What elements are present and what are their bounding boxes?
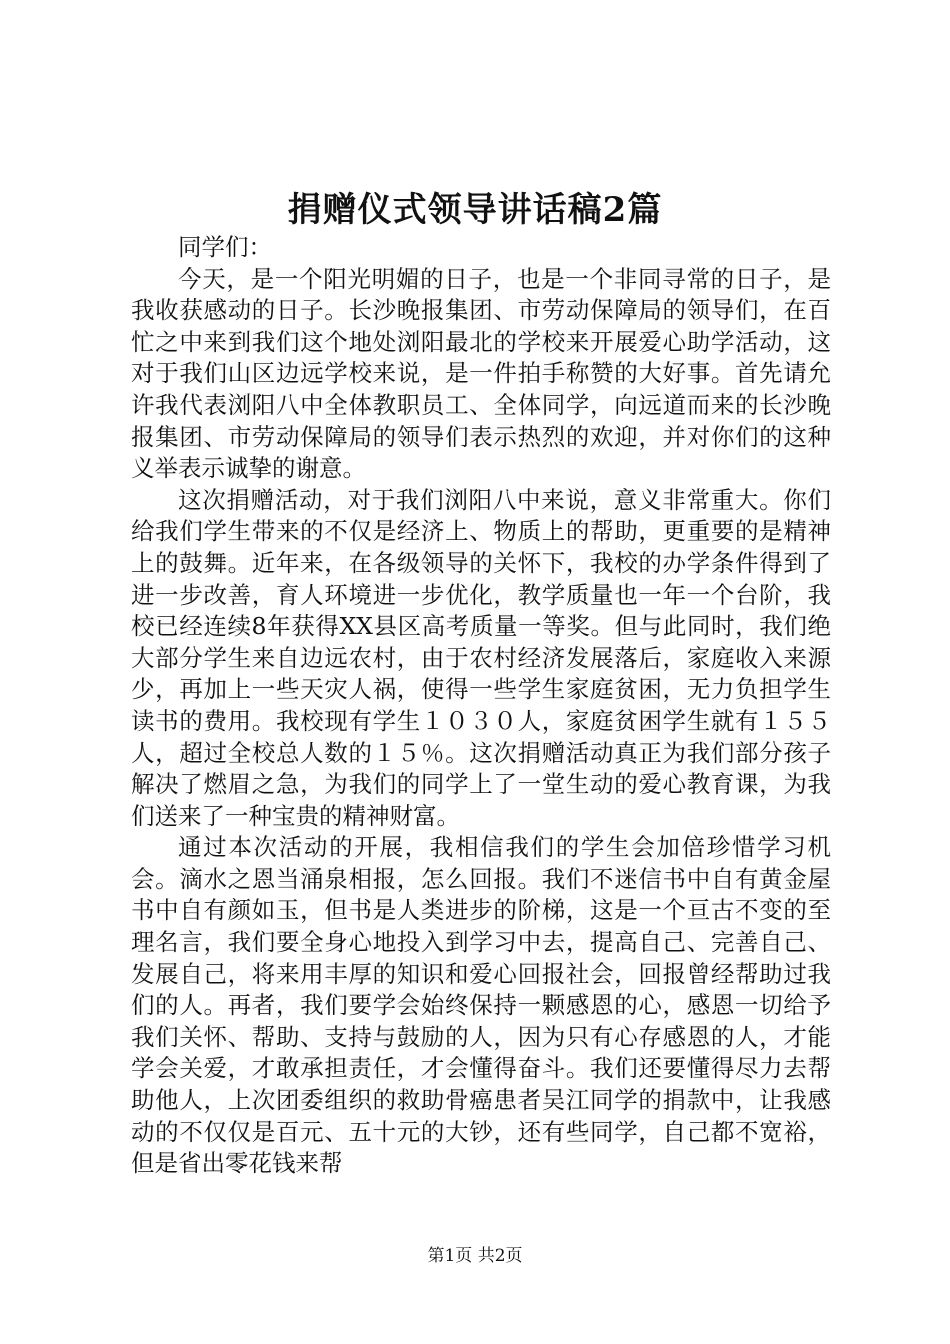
- document-title: 捐赠仪式领导讲话稿2篇: [287, 190, 663, 230]
- paragraph: 通过本次活动的开展，我相信我们的学生会加倍珍惜学习机会。滴水之恩当涌泉相报，怎么回报。我们不迷信书中自有黄金屋书中自有颜如玉，但书是人类进步的阶梯，这是一个亘古不变的至理名言，我们要全身心地投入到学习中去，提高自己、完善自己、发展自己，将来用丰厚的知识和爱心回报社会，回报曾经帮助过我们的人。再者，我们要学会始终保持一颗感恩的心，感恩一切给予我们关怀、帮助、支持与鼓励的人，因为只有心存感恩的人，才能学会关爱，才敢承担责任，才会懂得奋斗。我们还要懂得尽力去帮助他人，上次团委组织的救助骨癌患者吴江同学的捐款中，让我感动的不仅仅是百元、五十元的大钞，还有些同学，自己都不宽裕，但是省出零花钱来帮: [131, 833, 831, 1178]
- document-body: [131, 232, 831, 1180]
- page-number-footer: 第1页 共2页: [427, 1246, 523, 1266]
- paragraph: 这次捐赠活动，对于我们浏阳八中来说，意义非常重大。你们给我们学生带来的不仅是经济上、物质上的帮助，更重要的是精神上的鼓舞。近年来，在各级领导的关怀下，我校的办学条件得到了进一步改善，育人环境进一步优化，教学质量也一年一个台阶，我校已经连续8年获得XX县区高考质量一等奖。但与此同时，我们绝大部分学生来自边远农村，由于农村经济发展落后，家庭收入来源少，再加上一些天灾人祸，使得一些学生家庭贫困，无力负担学生读书的费用。我校现有学生１０３０人，家庭贫困学生就有１５５人，超过全校总人数的１５％。这次捐赠活动真正为我们部分孩子解决了燃眉之急，为我们的同学上了一堂生动的爱心教育课，为我们送来了一种宝贵的精神财富。: [131, 485, 831, 830]
- paragraph: 今天，是一个阳光明媚的日子，也是一个非同寻常的日子，是我收获感动的日子。长沙晚报集团、市劳动保障局的领导们，在百忙之中来到我们这个地处浏阳最北的学校来开展爱心助学活动，这对于我们山区边远学校来说，是一件拍手称赞的大好事。首先请允许我代表浏阳八中全体教职员工、全体同学，向远道而来的长沙晚报集团、市劳动保障局的领导们表示热烈的欢迎，并对你们的这种义举表示诚挚的谢意。: [131, 264, 831, 483]
- greeting: 同学们：: [178, 233, 272, 261]
